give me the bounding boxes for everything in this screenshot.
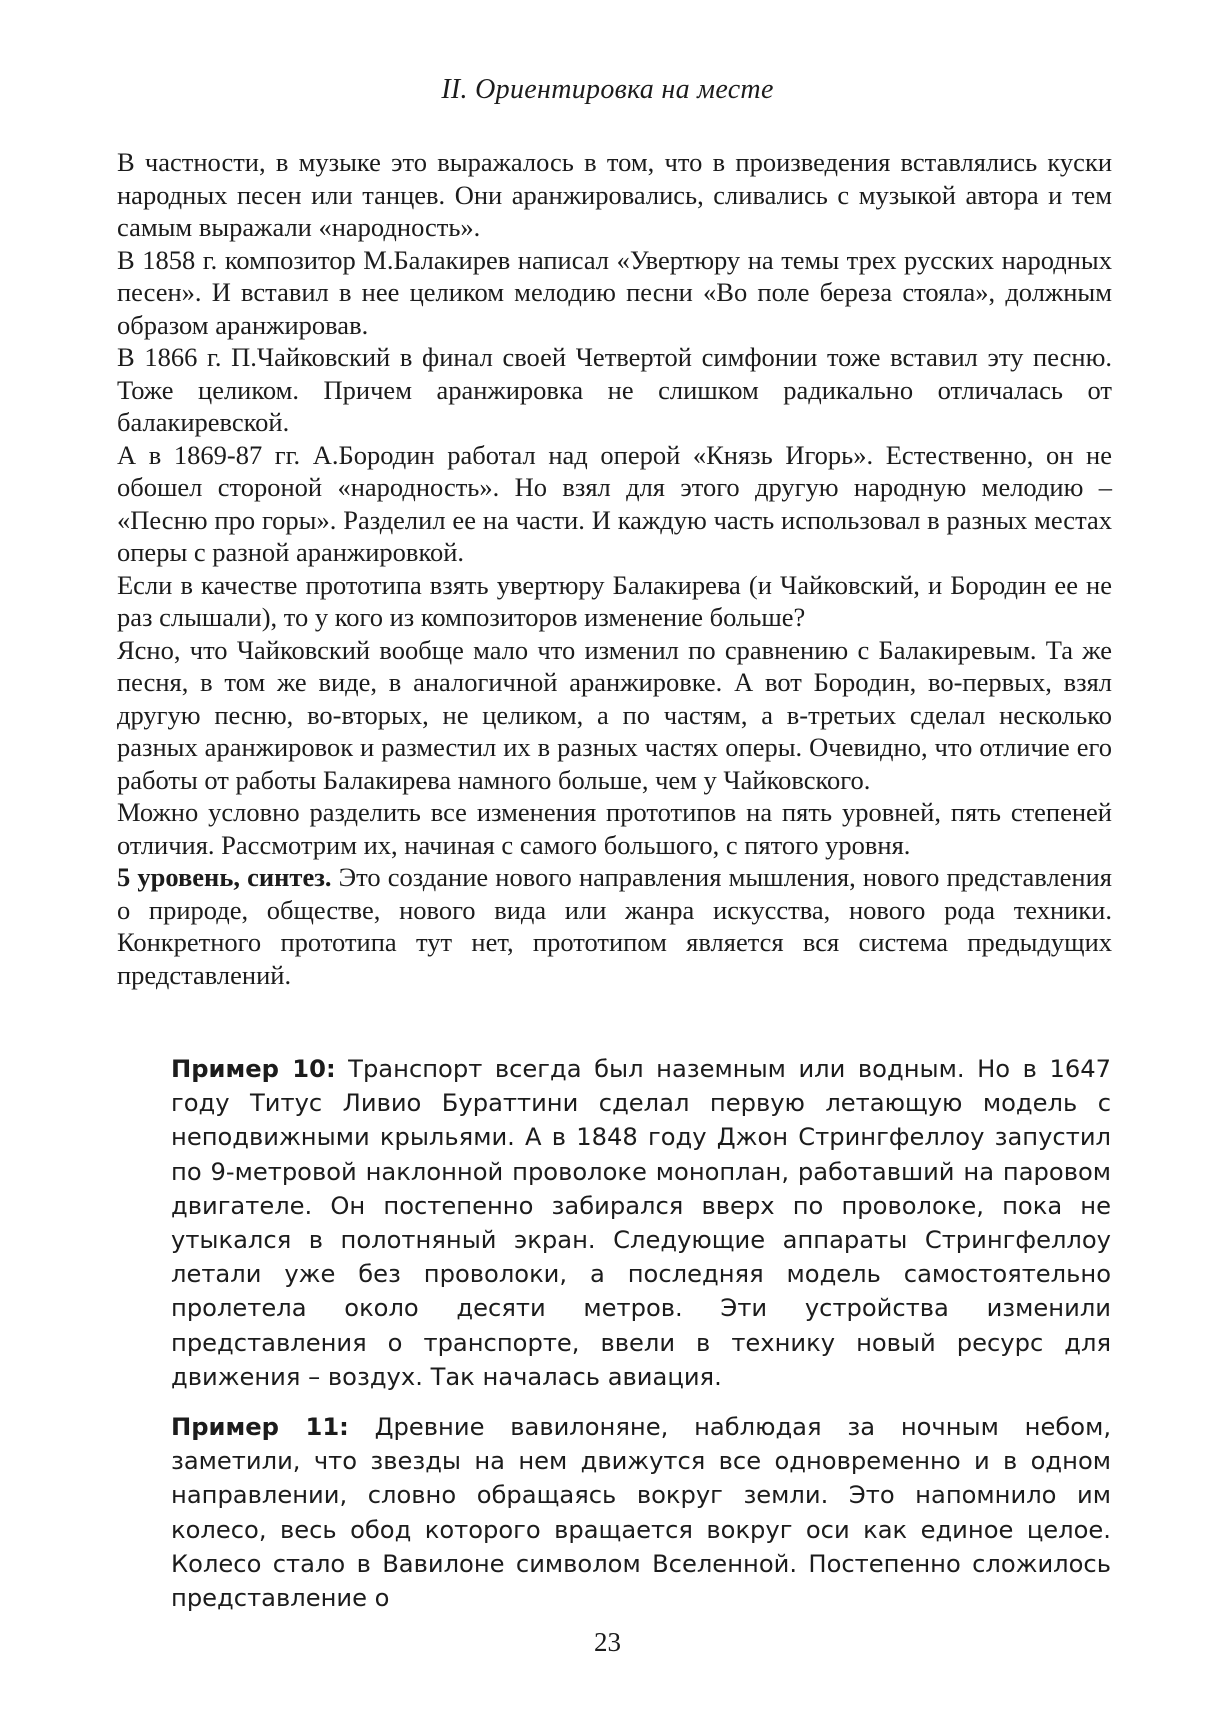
paragraph: В частности, в музыке это выражалось в том, что в произведения вставлялись куски народных песен или танцев. Они аранжировались, сливались с музыкой автора и тем самым выражали «народность». [117, 147, 1112, 242]
body-text [117, 146, 1112, 991]
paragraph: В 1858 г. композитор М.Балакирев написал «Увертюру на темы трех русских народных песен». И вставил в нее целиком мелодию песни «Во поле береза стояла», должным образом аранжировав. [117, 244, 1112, 340]
running-head: II. Ориентировка на месте [441, 74, 774, 105]
example-text: Транспорт всегда был наземным или водным. Но в 1647 году Титус Ливио Бураттини сделал первую летающую модель с неподвижными крыльями. А в 1848 году Джон Стрингфеллоу запустил по 9-метровой наклонной проволоке моноплан, работавший на паровом двигателе. Он постепенно забирался вверх по проволоке, пока не утыкался в полотняный экран. Следующие аппараты Стрингфеллоу летали уже без проволоки, а последняя модель самостоятельно пролетела около десяти метров. Эти устройства изменили представления о транспорте, ввели в технику новый ресурс для движения – воздух. Так началась авиация. [171, 1055, 1112, 1391]
example-11 [171, 1410, 1111, 1615]
example-10 [171, 1052, 1111, 1394]
page-number: 23 [594, 1627, 621, 1657]
level5-heading: 5 уровень, синтез. [117, 862, 332, 892]
paragraph: Ясно, что Чайковский вообще мало что изменил по сравнению с Балакиревым. Та же песня, в том же виде, в аналогичной аранжировке. А вот Бородин, во-первых, взял другую песню, во-вторых, не целиком, а по частям, а в-третьих сделал несколько разных аранжировок и разместил их в разных частях оперы. Очевидно, что отличие его работы от работы Балакирева намного больше, чем у Чайковского. [117, 634, 1112, 795]
examples-block [171, 1052, 1111, 1615]
paragraph: Если в качестве прототипа взять увертюру Балакирева (и Чайковский, и Бородин ее не раз слышали), то у кого из композиторов изменение больше? [117, 569, 1112, 632]
level5-text: Это создание нового направления мышления, нового представления о природе, обществе, нового вида или жанра искусства, нового рода техники. Конкретного прототипа тут нет, прототипом является вся система предыдущих представлений. [117, 862, 1112, 990]
paragraph: Можно условно разделить все изменения прототипов на пять уровней, пять степеней отличия. Рассмотрим их, начиная с самого большого, с пятого уровня. [117, 797, 1112, 860]
example-label: Пример 10: [171, 1055, 336, 1083]
example-text: Древние вавилоняне, наблюдая за ночным небом, заметили, что звезды на нем движутся все одновременно и в одном направлении, словно обращаясь вокруг земли. Это напомнило им колесо, весь обод которого вращается вокруг оси как единое целое. Колесо стало в Вавилоне символом Вселенной. Постепенно сложилось представление о [171, 1413, 1112, 1613]
example-label: Пример 11: [171, 1413, 349, 1442]
level5-paragraph [117, 861, 1112, 991]
paragraph: В 1866 г. П.Чайковский в финал своей Четвертой симфонии тоже вставил эту песню. Тоже целиком. Причем аранжировка не слишком радикально отличалась от балакиревской. [117, 342, 1112, 437]
paragraph: А в 1869-87 гг. А.Бородин работал над оперой «Князь Игорь». Естественно, он не обошел стороной «народность». Но взял для этого другую народную мелодию – «Песню про горы». Разделил ее на части. И каждую часть использовал в разных местах оперы с разной аранжировкой. [117, 439, 1112, 567]
